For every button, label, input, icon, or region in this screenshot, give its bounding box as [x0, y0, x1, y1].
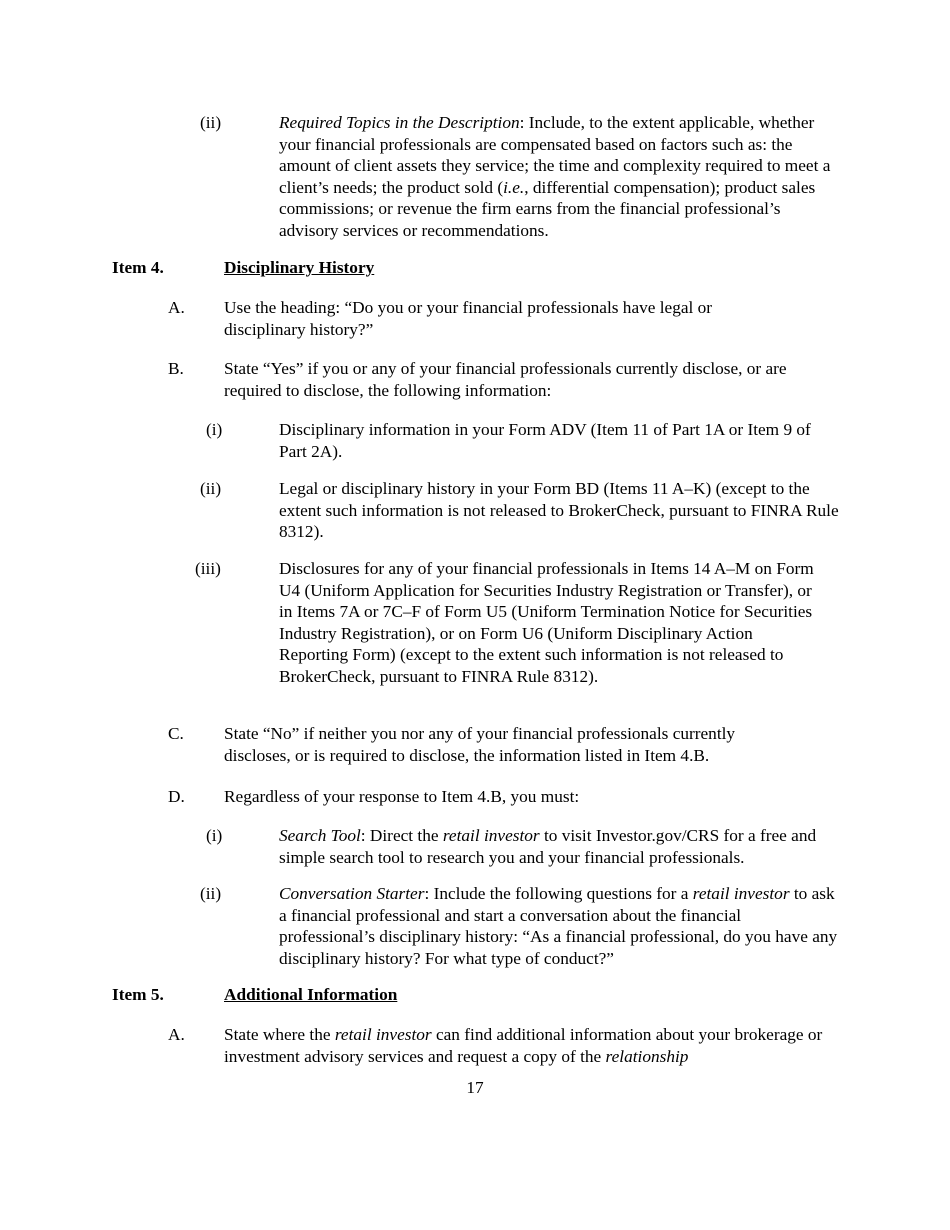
item5-a-paragraph — [224, 1024, 836, 1067]
item4-c-text: State “No” if neither you nor any of your financial professionals currently discloses, or is required to disclose, the information listed in Item 4.B. — [224, 724, 736, 765]
item4-d-ii-t2: to ask a financial professional and start a conversation about the financial professional’s disciplinary history: “As a financial professional, do you have any disciplinary history? For what type of conduct?” — [279, 884, 838, 968]
item4-d-label: D. — [168, 787, 185, 806]
item5-heading: Additional Information — [224, 985, 398, 1004]
item4-d-i-t2: to visit Investor.gov/CRS for a free and simple search tool to research you and your financial professionals. — [279, 826, 817, 867]
item4-heading: Disciplinary History — [224, 258, 375, 277]
item4-d-ii-paragraph — [279, 883, 841, 969]
item4-b-i-label: (i) — [206, 420, 223, 439]
top-ii-title: Required Topics in the Description — [279, 113, 520, 132]
item4-d-ii-em: retail investor — [692, 884, 790, 903]
item4-b-iii-text: Disclosures for any of your financial professionals in Items 14 A–M on Form U4 (Uniform Application for Securities Industry Registration or Transfer), or in Items 7A or 7C–F of Form U5 (Uniform Termination Notice for Securities Industry Registration), or on Form U6 (Uniform Disciplinary Action Reporting Form) (except to the extent such information is not released to BrokerCheck, pursuant to FINRA Rule 8312). — [279, 559, 814, 686]
item5-a-em1: retail investor — [334, 1025, 432, 1044]
item4-label: Item 4. — [112, 258, 164, 277]
item4-b-text: State “Yes” if you or any of your financial professionals currently disclose, or are required to disclose, the following information: — [224, 359, 787, 400]
top-ii-text: : Include, to the extent applicable, whether your financial professionals are compensated based on factors such as: the amount of client assets they service; the time and complexity required to meet a client’s needs; the product sold ( — [279, 113, 831, 197]
page-number: 17 — [466, 1078, 484, 1097]
top-ii-label: (ii) — [200, 113, 222, 132]
item5-a-t1: State where the — [224, 1025, 335, 1044]
item4-d-ii-label: (ii) — [200, 884, 222, 903]
item5-a-em2: relationship — [605, 1046, 689, 1066]
item4-c-label: C. — [168, 724, 184, 743]
item4-b-ii-text: Legal or disciplinary history in your Form BD (Items 11 A–K) (except to the extent such information is not released to BrokerCheck, pursuant to FINRA Rule 8312). — [279, 479, 839, 542]
item5-label: Item 5. — [112, 985, 164, 1004]
item4-a-text: Use the heading: “Do you or your financial professionals have legal or disciplinary history?” — [224, 298, 713, 339]
item4-d-i-em: retail investor — [442, 826, 540, 845]
item4-d-text: Regardless of your response to Item 4.B, you must: — [224, 787, 580, 806]
item4-b-ii-label: (ii) — [200, 479, 222, 498]
item4-b-iii-label: (iii) — [195, 559, 221, 578]
top-ii-paragraph — [279, 112, 841, 242]
item5-a-t2: can find additional information about your brokerage or investment advisory services and request a copy of the — [224, 1025, 823, 1066]
item4-d-i-label: (i) — [206, 826, 223, 845]
top-ii-text2: , differential compensation); product sales commissions; or revenue the firm earns from the financial professional’s advisory services or recommendations. — [279, 177, 816, 240]
item4-d-i-title: Search Tool — [279, 826, 361, 845]
item5-a-label: A. — [168, 1025, 185, 1044]
item4-d-ii-title: Conversation Starter — [279, 884, 425, 903]
item4-d-i-t1: : Direct the — [360, 826, 443, 845]
item4-b-label: B. — [168, 359, 184, 378]
item4-a-label: A. — [168, 298, 185, 317]
top-ii-ie: i.e. — [503, 177, 525, 197]
item4-b-i-text: Disciplinary information in your Form ADV (Item 11 of Part 1A or Item 9 of Part 2A). — [279, 420, 811, 461]
item4-d-ii-t1: : Include the following questions for a — [424, 884, 693, 903]
item4-d-i-paragraph — [279, 825, 841, 868]
